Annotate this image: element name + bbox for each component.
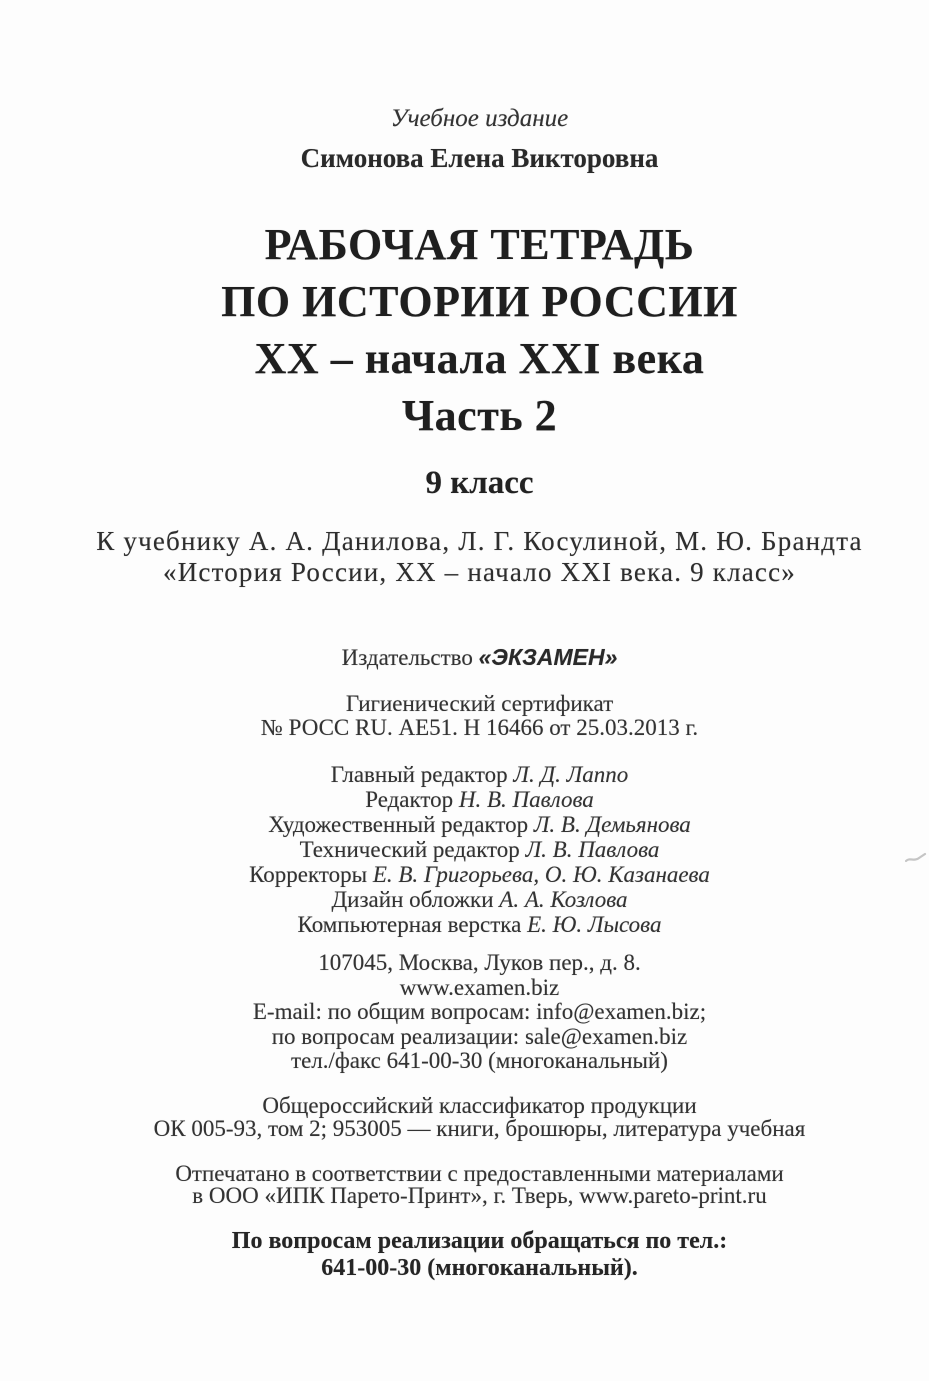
classifier-title: Общероссийский классификатор продукции	[262, 1092, 697, 1118]
publisher-name: «ЭКЗАМЕН»	[478, 644, 618, 670]
printing-info	[30, 1160, 929, 1208]
staff-role: Главный редактор	[330, 762, 508, 787]
book-title-line-4: Часть 2	[401, 391, 558, 440]
staff-name: Л. В. Павлова	[525, 837, 660, 862]
product-classifier	[30, 1094, 929, 1140]
staff-role: Корректоры	[249, 862, 368, 887]
staff-row	[30, 912, 929, 937]
textbook-reference	[30, 526, 929, 588]
textbook-reference-line-2: «История России, XX – начало XXI века. 9 класс»	[163, 557, 796, 587]
staff-name: А. А. Козлова	[499, 887, 628, 912]
textbook-reference-line-1: К учебнику А. А. Данилова, Л. Г. Косулиной, М. Ю. Брандта	[96, 526, 863, 556]
book-title	[30, 216, 929, 444]
certificate-number: № РОСС RU. АЕ51. Н 16466 от 25.03.2013 г.	[260, 715, 699, 740]
printing-info-line-2: в ООО «ИПК Парето-Принт», г. Тверь, www.pareto-print.ru	[192, 1182, 767, 1208]
website-url: www.examen.biz	[399, 974, 560, 1000]
author-name: Симонова Елена Викторовна	[300, 143, 659, 173]
book-title-line-2: ПО ИСТОРИИ РОССИИ	[221, 277, 738, 326]
staff-row	[30, 762, 929, 787]
staff-name: Н. В. Павлова	[458, 787, 594, 812]
staff-name: Е. Ю. Лысова	[527, 912, 662, 937]
publisher-line	[30, 644, 929, 671]
certificate-title: Гигиенический сертификат	[345, 691, 614, 716]
staff-row	[30, 787, 929, 812]
editorial-staff-list	[30, 762, 929, 937]
publisher-contacts	[30, 951, 929, 1074]
staff-role: Компьютерная верстка	[297, 912, 522, 937]
staff-role: Художественный редактор	[268, 812, 529, 837]
grade-line: 9 класс	[425, 465, 534, 501]
staff-row	[30, 837, 929, 862]
pen-mark-artifact	[905, 850, 927, 866]
sales-phone-notice	[30, 1228, 929, 1282]
publisher-label: Издательство	[341, 645, 473, 670]
email-sales-line: по вопросам реализации: sale@examen.biz	[271, 1023, 688, 1049]
staff-name: Л. Д. Лаппо	[513, 762, 629, 787]
classifier-code-line: ОК 005-93, том 2; 953005 — книги, брошюры, литература учебная	[153, 1115, 806, 1141]
sales-phone-line-2: 641-00-30 (многоканальный).	[321, 1254, 638, 1281]
staff-role: Дизайн обложки	[331, 887, 494, 912]
book-title-line-3: XX – начала XXI века	[254, 334, 705, 383]
staff-row	[30, 812, 929, 837]
postal-address-line: 107045, Москва, Луков пер., д. 8.	[318, 950, 641, 975]
staff-role: Редактор	[365, 787, 454, 812]
book-title-line-1: РАБОЧАЯ ТЕТРАДЬ	[264, 220, 695, 269]
staff-name: Е. В. Григорьева, О. Ю. Казанаева	[372, 862, 710, 887]
staff-row	[30, 862, 929, 887]
staff-name: Л. В. Демьянова	[533, 812, 691, 837]
phone-fax-line: тел./факс 641-00-30 (многоканальный)	[291, 1048, 668, 1073]
sales-phone-line-1: По вопросам реализации обращаться по тел.:	[231, 1227, 728, 1254]
staff-row	[30, 887, 929, 912]
printing-info-line-1: Отпечатано в соответствии с предоставленными материалами	[175, 1160, 784, 1186]
email-general-line: E-mail: по общим вопросам: info@examen.biz;	[252, 999, 707, 1024]
staff-role: Технический редактор	[299, 837, 520, 862]
hygiene-certificate	[30, 692, 929, 740]
edition-note: Учебное издание	[390, 105, 569, 132]
